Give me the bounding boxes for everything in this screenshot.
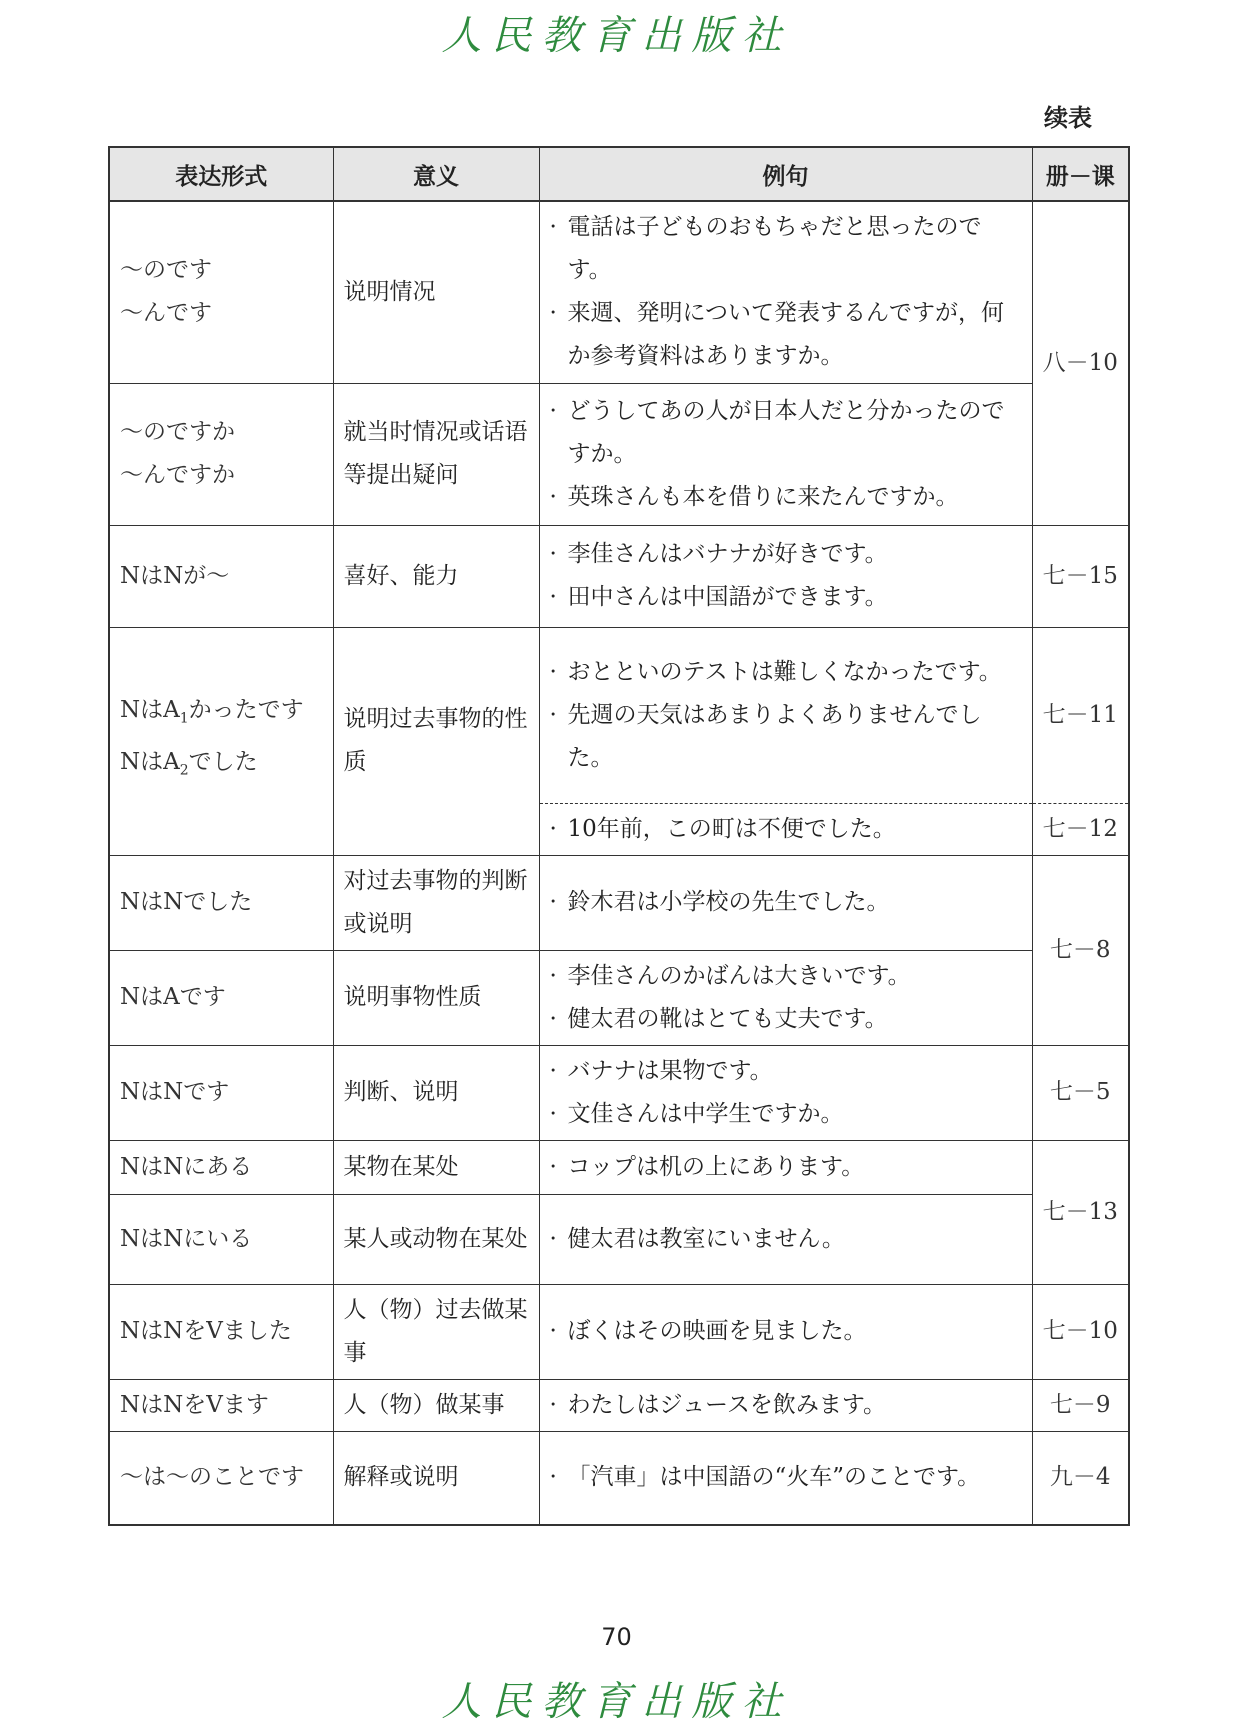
meaning-cell: 人（物）做某事 bbox=[333, 1379, 539, 1431]
volume-cell: 七－12 bbox=[1032, 803, 1129, 855]
examples-cell: · 電話は子どものおもちゃだと思ったのです。 · 来週、発明について発表するんですが，何か参考資料はありますか。 bbox=[539, 201, 1032, 383]
examples-cell: · 10年前，この町は不便でした。 bbox=[539, 803, 1032, 855]
publisher-logo-top: 人民教育出版社 bbox=[441, 13, 792, 59]
table-row bbox=[109, 1284, 1129, 1379]
table-header-row bbox=[109, 147, 1129, 201]
form-cell: NはNでした bbox=[109, 855, 333, 950]
header-form: 表达形式 bbox=[109, 147, 333, 201]
examples-cell: · 「汽車」は中国語の“火车”のことです。 bbox=[539, 1431, 1032, 1525]
grammar-table bbox=[108, 146, 1130, 1526]
meaning-cell: 对过去事物的判断或说明 bbox=[333, 855, 539, 950]
form-cell: NはAです bbox=[109, 950, 333, 1045]
form-cell: ～のです ～んです bbox=[109, 201, 333, 383]
volume-cell: 七－10 bbox=[1032, 1284, 1129, 1379]
examples-cell: · コップは机の上にあります。 bbox=[539, 1140, 1032, 1194]
meaning-cell: 就当时情况或话语等提出疑问 bbox=[333, 383, 539, 525]
meaning-cell: 解释或说明 bbox=[333, 1431, 539, 1525]
examples-cell: · おとといのテストは難しくなかったです。 · 先週の天気はあまりよくありませんでした。 bbox=[539, 627, 1032, 803]
examples-cell: · 鈴木君は小学校の先生でした。 bbox=[539, 855, 1032, 950]
table-row bbox=[109, 1431, 1129, 1525]
page-number: 70 bbox=[601, 1623, 632, 1651]
meaning-cell: 说明过去事物的性质 bbox=[333, 627, 539, 855]
publisher-logo-bottom: 人民教育出版社 bbox=[441, 1679, 792, 1725]
meaning-cell: 说明事物性质 bbox=[333, 950, 539, 1045]
volume-cell: 九－4 bbox=[1032, 1431, 1129, 1525]
form-cell: ～は～のことです bbox=[109, 1431, 333, 1525]
meaning-cell: 某人或动物在某处 bbox=[333, 1194, 539, 1284]
form-cell: NはNをVます bbox=[109, 1379, 333, 1431]
header-meaning: 意义 bbox=[333, 147, 539, 201]
header-examples: 例句 bbox=[539, 147, 1032, 201]
form-cell: NはNにある bbox=[109, 1140, 333, 1194]
table-row bbox=[109, 1379, 1129, 1431]
form-cell: Nは$A_1$かったです Nは$A_2$でした bbox=[109, 627, 333, 855]
meaning-cell: 人（物）过去做某事 bbox=[333, 1284, 539, 1379]
form-cell: ～のですか ～んですか bbox=[109, 383, 333, 525]
table-row bbox=[109, 1140, 1129, 1194]
table-row bbox=[109, 627, 1129, 803]
meaning-cell: 喜好、能力 bbox=[333, 525, 539, 627]
examples-cell: · ぼくはその映画を見ました。 bbox=[539, 1284, 1032, 1379]
volume-cell: 七－5 bbox=[1032, 1045, 1129, 1140]
continued-label: 续表 bbox=[1044, 104, 1092, 132]
examples-cell: · わたしはジュースを飲みます。 bbox=[539, 1379, 1032, 1431]
meaning-cell: 说明情况 bbox=[333, 201, 539, 383]
examples-cell: · 李佳さんはバナナが好きです。 · 田中さんは中国語ができます。 bbox=[539, 525, 1032, 627]
meaning-cell: 判断、说明 bbox=[333, 1045, 539, 1140]
examples-cell: · バナナは果物です。 · 文佳さんは中学生ですか。 bbox=[539, 1045, 1032, 1140]
volume-cell: 八－10 bbox=[1032, 201, 1129, 525]
examples-cell: · どうしてあの人が日本人だと分かったのですか。 · 英珠さんも本を借りに来たんですか。 bbox=[539, 383, 1032, 525]
volume-cell: 七－13 bbox=[1032, 1140, 1129, 1284]
table-row bbox=[109, 525, 1129, 627]
form-cell: NはNをVました bbox=[109, 1284, 333, 1379]
table-row bbox=[109, 1045, 1129, 1140]
form-cell: NはNが～ bbox=[109, 525, 333, 627]
volume-cell: 七－9 bbox=[1032, 1379, 1129, 1431]
table-row bbox=[109, 950, 1129, 1045]
header-volume-lesson: 册－课 bbox=[1032, 147, 1129, 201]
table-row bbox=[109, 1194, 1129, 1284]
form-cell: NはNです bbox=[109, 1045, 333, 1140]
volume-cell: 七－15 bbox=[1032, 525, 1129, 627]
examples-cell: · 健太君は教室にいません。 bbox=[539, 1194, 1032, 1284]
meaning-cell: 某物在某处 bbox=[333, 1140, 539, 1194]
table-row bbox=[109, 855, 1129, 950]
examples-cell: · 李佳さんのかばんは大きいです。 · 健太君の靴はとても丈夫です。 bbox=[539, 950, 1032, 1045]
table-row bbox=[109, 383, 1129, 525]
table-row bbox=[109, 201, 1129, 383]
volume-cell: 七－11 bbox=[1032, 627, 1129, 803]
volume-cell: 七－8 bbox=[1032, 855, 1129, 1045]
form-cell: NはNにいる bbox=[109, 1194, 333, 1284]
